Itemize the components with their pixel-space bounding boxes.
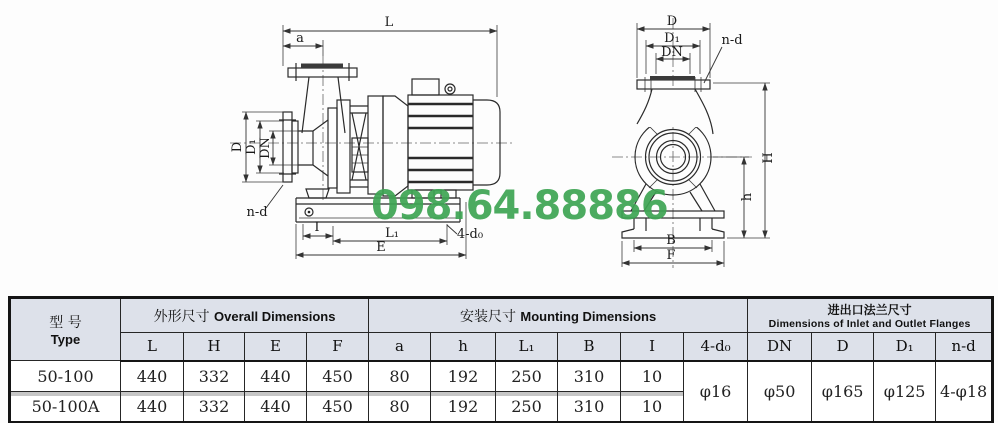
dim-label-E: E <box>376 240 386 255</box>
cell-L: 440 <box>121 361 184 392</box>
bracket-coupling <box>350 96 408 196</box>
dimension-table <box>8 296 994 423</box>
cell-a: 80 <box>369 392 431 423</box>
cell-n-d-merged: 4-φ18 <box>936 361 993 423</box>
cell-H: 332 <box>184 392 245 423</box>
header-overall-dimensions <box>121 298 369 333</box>
cell-I: 10 <box>621 361 684 392</box>
header-mounting-en: Mounting Dimensions <box>520 308 657 324</box>
col-F: F <box>307 333 369 361</box>
dim-label-L1: L₁ <box>385 226 399 241</box>
cell-L1: 250 <box>496 392 558 423</box>
header-mounting-dimensions <box>369 298 748 333</box>
col-DN: DN <box>748 333 812 361</box>
col-I: I <box>621 333 684 361</box>
cell-h: 192 <box>431 361 496 392</box>
header-type-en: Type <box>50 332 81 347</box>
table-row-50-100 <box>10 361 993 392</box>
dim-label-n-d-front: n-d <box>721 33 743 48</box>
cell-L1: 250 <box>496 361 558 392</box>
col-n-d: n-d <box>936 333 993 361</box>
header-flange-dimensions <box>748 298 993 333</box>
dim-label-H: H <box>761 152 776 164</box>
cell-F: 450 <box>307 361 369 392</box>
watermark: 098.64.88886 <box>371 183 668 229</box>
cell-B: 310 <box>558 392 621 423</box>
col-h: h <box>431 333 496 361</box>
cell-H: 332 <box>184 361 245 392</box>
dim-label-D1: D₁ <box>244 139 259 155</box>
cell-D1-merged: φ125 <box>874 361 936 423</box>
dim-label-DN-front: DN <box>661 45 683 60</box>
dim-label-a: a <box>296 31 304 46</box>
col-D1: D₁ <box>874 333 936 361</box>
header-overall-en: Overall Dimensions <box>214 308 336 324</box>
header-type <box>10 298 121 361</box>
cell-E: 440 <box>245 392 307 423</box>
col-a: a <box>369 333 431 361</box>
cell-type-50-100: 50-100 <box>10 361 121 392</box>
dim-label-DN: DN <box>258 137 273 159</box>
col-L: L <box>121 333 184 361</box>
front-view <box>612 14 776 268</box>
dim-label-B: B <box>666 233 676 248</box>
dim-label-D-front: D <box>666 14 678 29</box>
dim-label-D: D <box>230 141 245 153</box>
dim-label-I: I <box>314 220 320 235</box>
col-B: B <box>558 333 621 361</box>
motor <box>408 79 500 198</box>
cell-B: 310 <box>558 361 621 392</box>
cell-F: 450 <box>307 392 369 423</box>
cell-a: 80 <box>369 361 431 392</box>
col-H: H <box>184 333 245 361</box>
dim-label-h: h <box>740 192 755 202</box>
header-flange-zh: 进出口法兰尺寸 <box>827 303 912 317</box>
dim-label-F: F <box>666 248 676 263</box>
col-D: D <box>812 333 874 361</box>
col-L1: L₁ <box>496 333 558 361</box>
header-overall-zh: 外形尺寸 <box>153 308 210 325</box>
dim-label-L: L <box>384 15 394 30</box>
cell-DN-merged: φ50 <box>748 361 812 423</box>
cell-L: 440 <box>121 392 184 423</box>
header-type-zh: 型 号 <box>49 315 82 331</box>
dim-label-D1-front: D₁ <box>664 31 680 46</box>
cell-type-50-100A: 50-100A <box>10 392 121 423</box>
dim-label-n-d: n-d <box>246 205 268 220</box>
cell-4-d0-merged: φ16 <box>684 361 748 423</box>
cell-D-merged: φ165 <box>812 361 874 423</box>
dim-label-4-d0: 4-d₀ <box>456 227 484 242</box>
cell-I: 10 <box>621 392 684 423</box>
col-4-d0: 4-d₀ <box>684 333 748 361</box>
inlet-flange <box>636 76 713 134</box>
cell-E: 440 <box>245 361 307 392</box>
header-flange-en: Dimensions of Inlet and Outlet Flanges <box>768 318 971 330</box>
col-E: E <box>245 333 307 361</box>
header-mounting-zh: 安装尺寸 <box>459 308 516 325</box>
cell-h: 192 <box>431 392 496 423</box>
front-view-dimensions <box>622 14 776 267</box>
